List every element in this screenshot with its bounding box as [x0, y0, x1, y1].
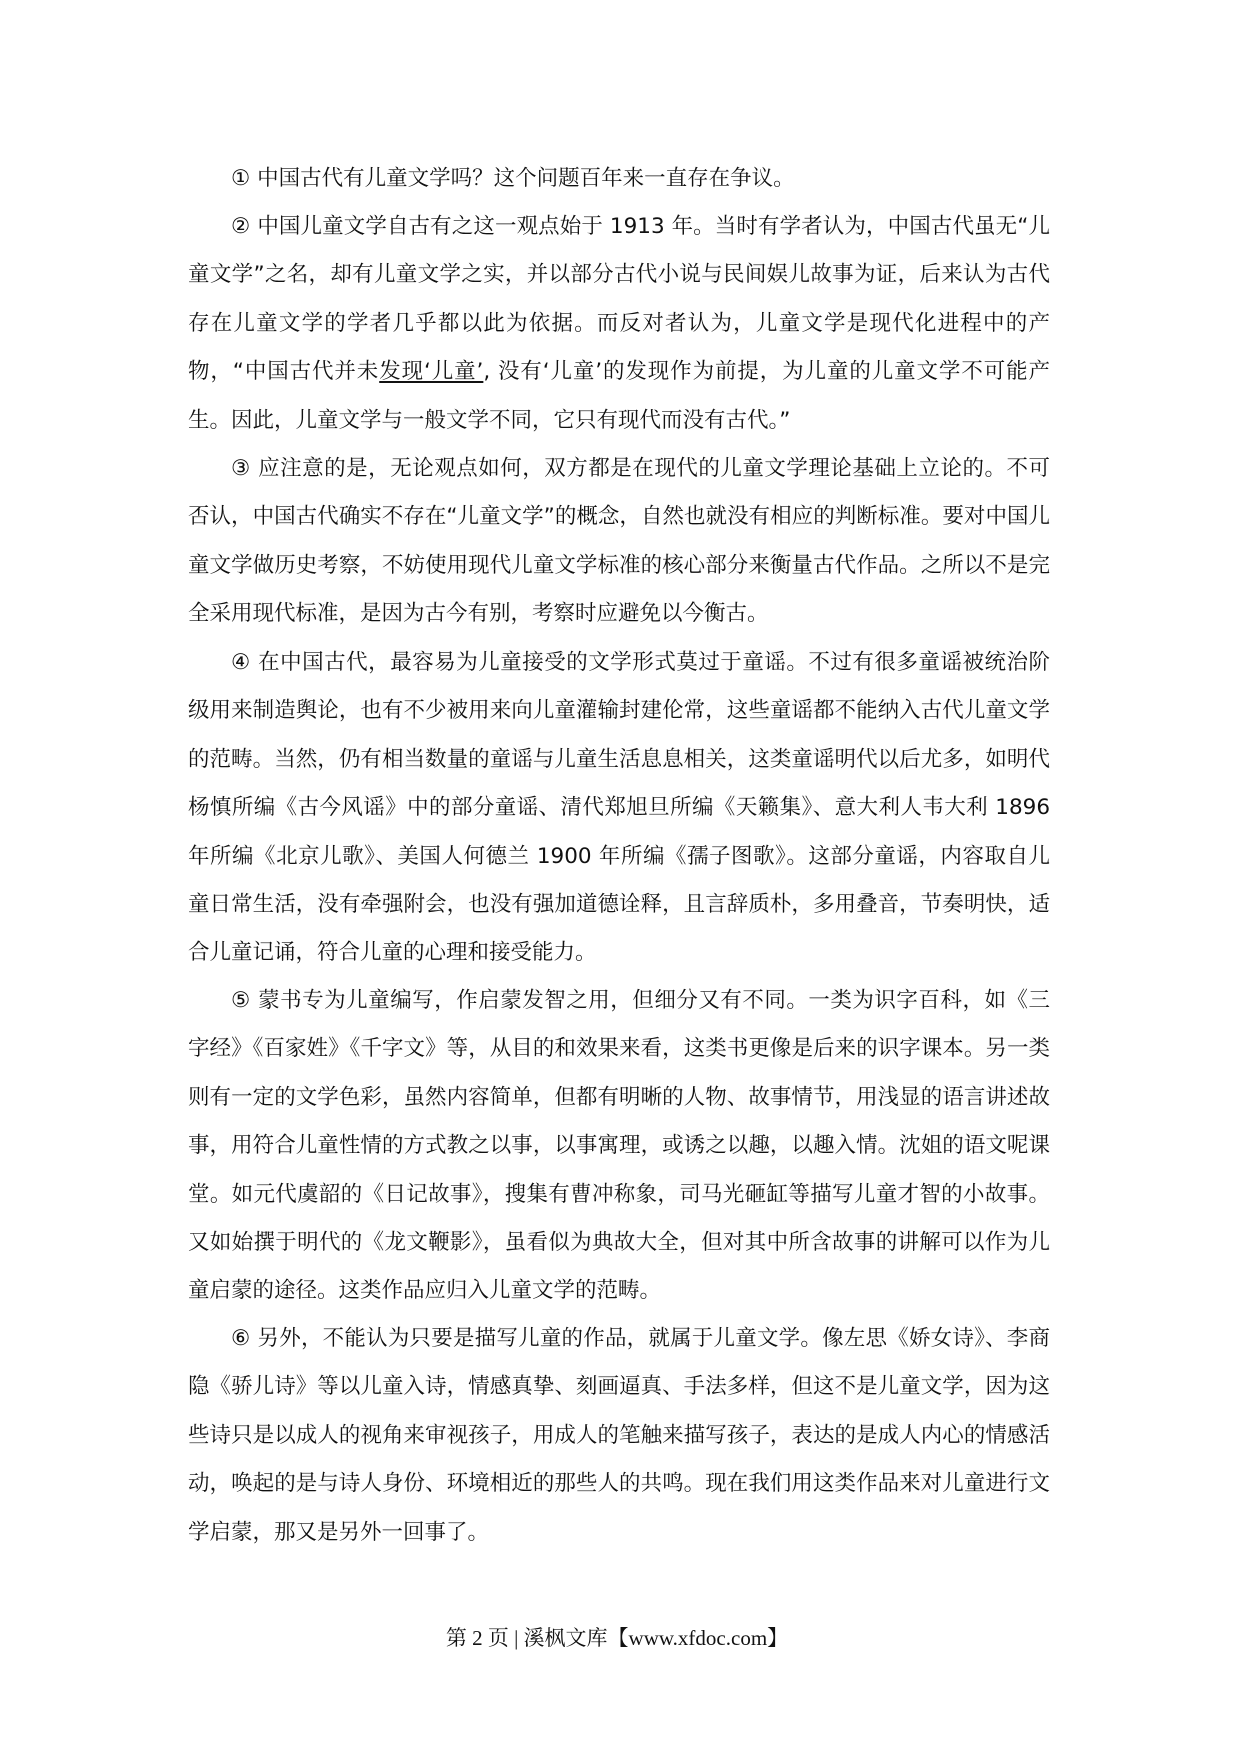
- paragraph-2-text-b: , 没有‘儿童’的发现作为前提，为儿童的儿童文学不可能产生。因此，儿童文学与一般文学不同，它只有现代而没有古代。”: [188, 359, 1051, 433]
- page-footer: 第 2 页 | 溪枫文库【www.xfdoc.com】: [445, 1626, 789, 1650]
- paragraph-2-underlined-text: 发现‘儿童’: [379, 359, 484, 385]
- paragraph-2-text-a: ② 中国儿童文学自古有之这一观点始于 1913 年。当时有学者认为，中国古代虽无“儿童文学”之名，却有儿童文学之实，并以部分古代小说与民间娱儿故事为证，后来认为古代存在儿童文学的学者几乎都以此为依据。而反对者认为，儿童文学是现代化进程中的产物，“中国古代并未: [188, 214, 1050, 385]
- paragraph-4: ④ 在中国古代，最容易为儿童接受的文学形式莫过于童谣。不过有很多童谣被统治阶级用来制造舆论，也有不少被用来向儿童灌输封建伦常，这些童谣都不能纳入古代儿童文学的范畴。当然，仍有相当数量的童谣与儿童生活息息相关，这类童谣明代以后尤多，如明代杨慎所编《古今风谣》中的部分童谣、清代郑旭旦所编《天籁集》、意大利人韦大利 1896 年所编《北京儿歌》、美国人何德兰 1900 年所编《孺子图歌》。这部分童谣，内容取自儿童日常生活，没有牵强附会，也没有强加道德诠释，且言辞质朴，多用叠音，节奏明快，适合儿童记诵，符合儿童的心理和接受能力。: [188, 650, 1050, 966]
- paragraph-5: ⑤ 蒙书专为儿童编写，作启蒙发智之用，但细分又有不同。一类为识字百科，如《三字经》《百家姓》《千字文》等，从目的和效果来看，这类书更像是后来的识字课本。另一类则有一定的文学色彩，虽然内容简单，但都有明晰的人物、故事情节，用浅显的语言讲述故事，用符合儿童性情的方式教之以事，以事寓理，或诱之以趣，以趣入情。沈姐的语文呢课堂。如元代虞韶的《日记故事》，搜集有曹冲称象，司马光砸缸等描写儿童才智的小故事。又如始撰于明代的《龙文鞭影》，虽看似为典故大全，但对其中所含故事的讲解可以作为儿童启蒙的途径。这类作品应归入儿童文学的范畴。: [188, 988, 1050, 1304]
- paragraph-6: ⑥ 另外，不能认为只要是描写儿童的作品，就属于儿童文学。像左思《娇女诗》、李商隐《骄儿诗》等以儿童入诗，情感真挚、刻画逼真、手法多样，但这不是儿童文学，因为这些诗只是以成人的视角来审视孩子，用成人的笔触来描写孩子，表达的是成人内心的情感活动，唤起的是与诗人身份、环境相近的那些人的共鸣。现在我们用这类作品来对儿童进行文学启蒙，那又是另外一回事了。: [188, 1326, 1050, 1545]
- paragraph-2: [188, 203, 1050, 445]
- paragraph-3: ③ 应注意的是，无论观点如何，双方都是在现代的儿童文学理论基础上立论的。不可否认，中国古代确实不存在“儿童文学”的概念，自然也就没有相应的判断标准。要对中国儿童文学做历史考察，不妨使用现代儿童文学标准的核心部分来衡量古代作品。之所以不是完全采用现代标准，是因为古今有别，考察时应避免以今衡古。: [188, 456, 1050, 627]
- paragraph-1: ① 中国古代有儿童文学吗？这个问题百年来一直存在争议。: [231, 166, 795, 191]
